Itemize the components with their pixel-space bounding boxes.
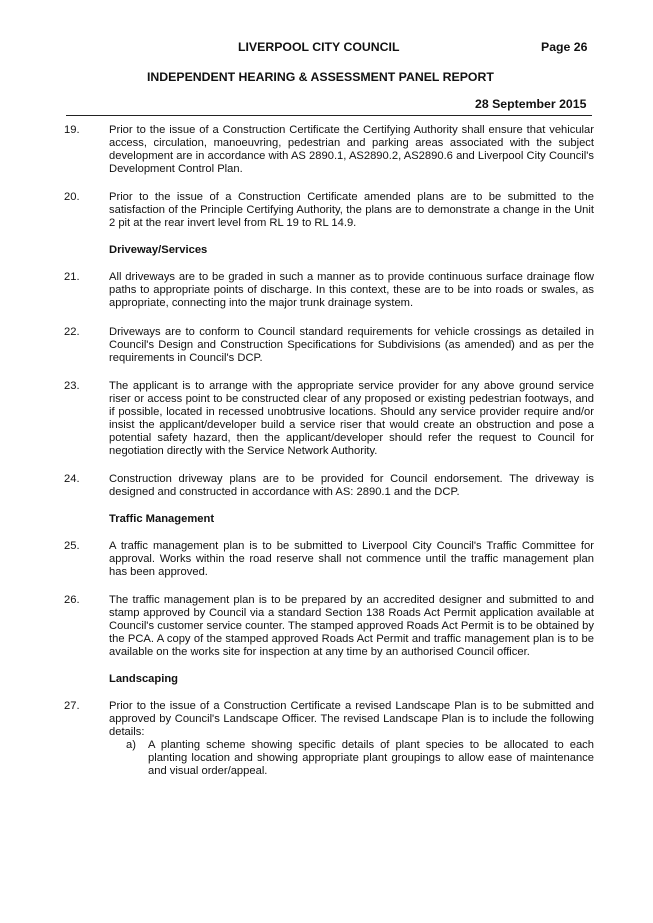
header-divider <box>66 115 592 116</box>
page-number: Page 26 <box>541 40 588 54</box>
condition-24 <box>64 473 594 499</box>
condition-21 <box>64 271 594 310</box>
section-heading-driveway: Driveway/Services <box>109 244 208 256</box>
condition-22 <box>64 326 594 365</box>
condition-number: 20. <box>64 191 80 203</box>
condition-23 <box>64 380 594 458</box>
condition-text: Construction driveway plans are to be provided for Council endorsement. The driveway is designed and constructed in accordance with AS: 2890.1 and the DCP. <box>109 473 594 498</box>
council-name: LIVERPOOL CITY COUNCIL <box>238 40 400 54</box>
conditions-body <box>64 124 594 778</box>
condition-25 <box>64 540 594 579</box>
condition-27 <box>64 700 594 739</box>
condition-text: Prior to the issue of a Construction Certificate a revised Landscape Plan is to be submitted and approved by Council's Landscape Officer. The revised Landscape Plan is to include the following details: <box>109 700 594 738</box>
condition-19 <box>64 124 594 176</box>
condition-text: The applicant is to arrange with the appropriate service provider for any above ground service riser or access point to be constructed clear of any proposed or existing pedestrian footways, and if possible, located in recessed unobtrusive locations. Should any service provider require and/or insist the applicant/developer build a service riser that would create an obstruction and pose a potential safety hazard, then the applicant/developer should refer the request to Council for negotiation directly with the Service Network Authority. <box>109 380 594 457</box>
subitem-text: A planting scheme showing specific details of plant species to be allocated to each planting location and showing appropriate plant groupings to allow ease of maintenance and visual order/appeal. <box>148 739 594 777</box>
condition-text: Prior to the issue of a Construction Certificate the Certifying Authority shall ensure that vehicular access, circulation, manoeuvring, pedestrian and parking areas associated with the subject development are in accordance with AS 2890.1, AS2890.2, AS2890.6 and Liverpool City Council's Development Control Plan. <box>109 124 594 175</box>
condition-number: 27. <box>64 700 80 712</box>
condition-26 <box>64 594 594 659</box>
condition-number: 21. <box>64 271 80 283</box>
subitem-label: a) <box>126 739 136 751</box>
condition-text: A traffic management plan is to be submitted to Liverpool City Council's Traffic Committee for approval. Works within the road reserve shall not commence until the traffic management plan has been approved. <box>109 540 594 578</box>
condition-text: Driveways are to conform to Council standard requirements for vehicle crossings as detailed in Council's Design and Construction Specifications for Subdivisions (as amended) and as per the requirements in Council's DCP. <box>109 326 594 364</box>
section-heading-landscaping: Landscaping <box>109 673 178 685</box>
condition-number: 26. <box>64 594 80 606</box>
condition-text: All driveways are to be graded in such a manner as to provide continuous surface drainage flow paths to appropriate points of discharge. In this context, these are to be into roads or swales, as appropriate, connecting into the major trunk drainage system. <box>109 271 594 309</box>
condition-text: Prior to the issue of a Construction Certificate amended plans are to be submitted to the satisfaction of the Principle Certifying Authority, the plans are to demonstrate a change in the Unit 2 pit at the rear invert level from RL 19 to RL 14.9. <box>109 191 594 229</box>
condition-27-subitem-a <box>81 739 594 778</box>
condition-number: 19. <box>64 124 80 136</box>
report-date: 28 September 2015 <box>475 97 587 111</box>
section-heading-traffic: Traffic Management <box>109 513 215 525</box>
condition-number: 23. <box>64 380 80 392</box>
condition-number: 22. <box>64 326 80 338</box>
condition-number: 25. <box>64 540 80 552</box>
condition-text: The traffic management plan is to be prepared by an accredited designer and submitted to and stamp approved by Council via a standard Section 138 Roads Act Permit application available at Council's customer service counter. The stamped approved Roads Act Permit is to be obtained by the PCA. A copy of the stamped approved Roads Act Permit and traffic management plan is to be available on the works site for inspection at any time by an authorised Council officer. <box>109 594 594 658</box>
condition-20 <box>64 191 594 230</box>
condition-number: 24. <box>64 473 80 485</box>
report-title: INDEPENDENT HEARING & ASSESSMENT PANEL REPORT <box>147 70 494 84</box>
